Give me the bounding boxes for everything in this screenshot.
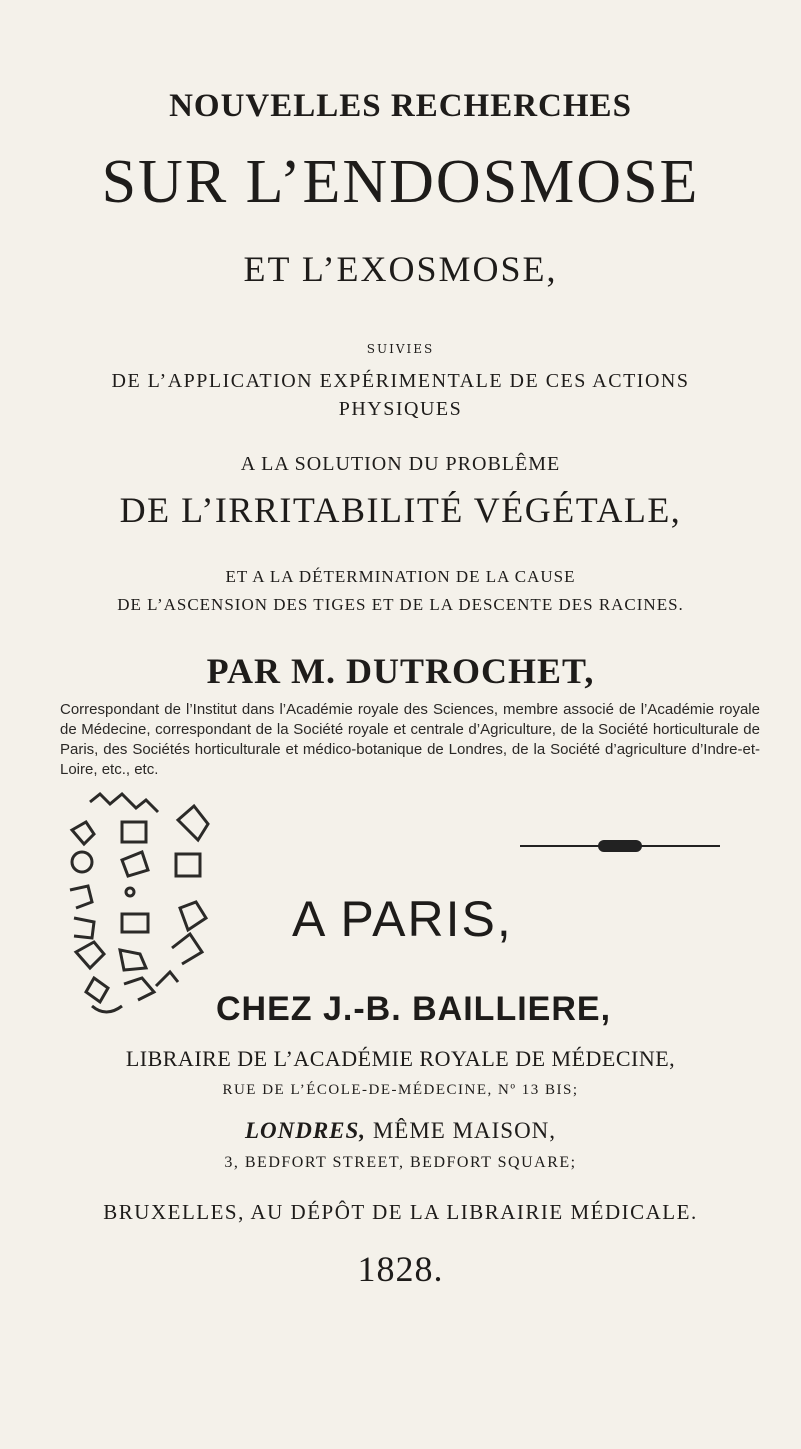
subtitle-line-5: ET A LA DÉTERMINATION DE LA CAUSE [225,567,576,586]
publisher-role: LIBRAIRE DE L’ACADÉMIE ROYALE DE MÉDECINE, [125,1046,676,1071]
publication-year: 1828. [357,1249,444,1289]
title-line-2: SUR L’ENDOSMOSE [101,148,700,216]
subtitle-line-3: A LA SOLUTION DU PROBLÊME [240,453,561,475]
subtitle-line-6: DE L’ASCENSION DES TIGES ET DE LA DESCENTE DES RACINES. [117,595,684,614]
subtitle-line-2: PHYSIQUES [338,398,463,420]
subtitle-line-4: DE L’IRRITABILITÉ VÉGÉTALE, [119,490,682,530]
publisher-city: A PARIS, [292,891,513,947]
separator-ornament [598,840,642,852]
library-stamp-icon [60,790,270,1020]
publisher-address: RUE DE L’ÉCOLE-DE-MÉDECINE, Nº 13 BIS; [222,1082,579,1098]
title-line-1: NOUVELLES RECHERCHES [169,88,632,124]
publisher-name: CHEZ J.-B. BAILLIERE, [216,990,612,1028]
london-address: 3, BEDFORT STREET, BEDFORT SQUARE; [224,1154,577,1171]
subtitle-line-1: DE L’APPLICATION EXPÉRIMENTALE DE CES ACTIONS [111,370,690,392]
title-line-3: ET L’EXOSMOSE, [243,249,558,289]
brussels-line: BRUXELLES, AU DÉPÔT DE LA LIBRAIRIE MÉDICALE. [103,1200,698,1224]
london-city: LONDRES, [244,1118,367,1143]
london-line [0,1118,801,1144]
subtitle-suivies: SUIVIES [366,342,435,356]
author-name: PAR M. DUTROCHET, [206,651,595,691]
affiliations-text: Correspondant de l’Institut dans l’Académie royale des Sciences, membre associé de l’Académie royale de Médecine, correspondant de la Société royale et centrale d’Agriculture, de la Société horticulturale de Paris, des Sociétés horticulturale et médico-botanique de Londres, de la Société d’agriculture d’Indre-et-Loire, etc., etc. [60,701,760,778]
author-affiliations [60,700,760,780]
london-rest: MÊME MAISON, [366,1118,557,1143]
